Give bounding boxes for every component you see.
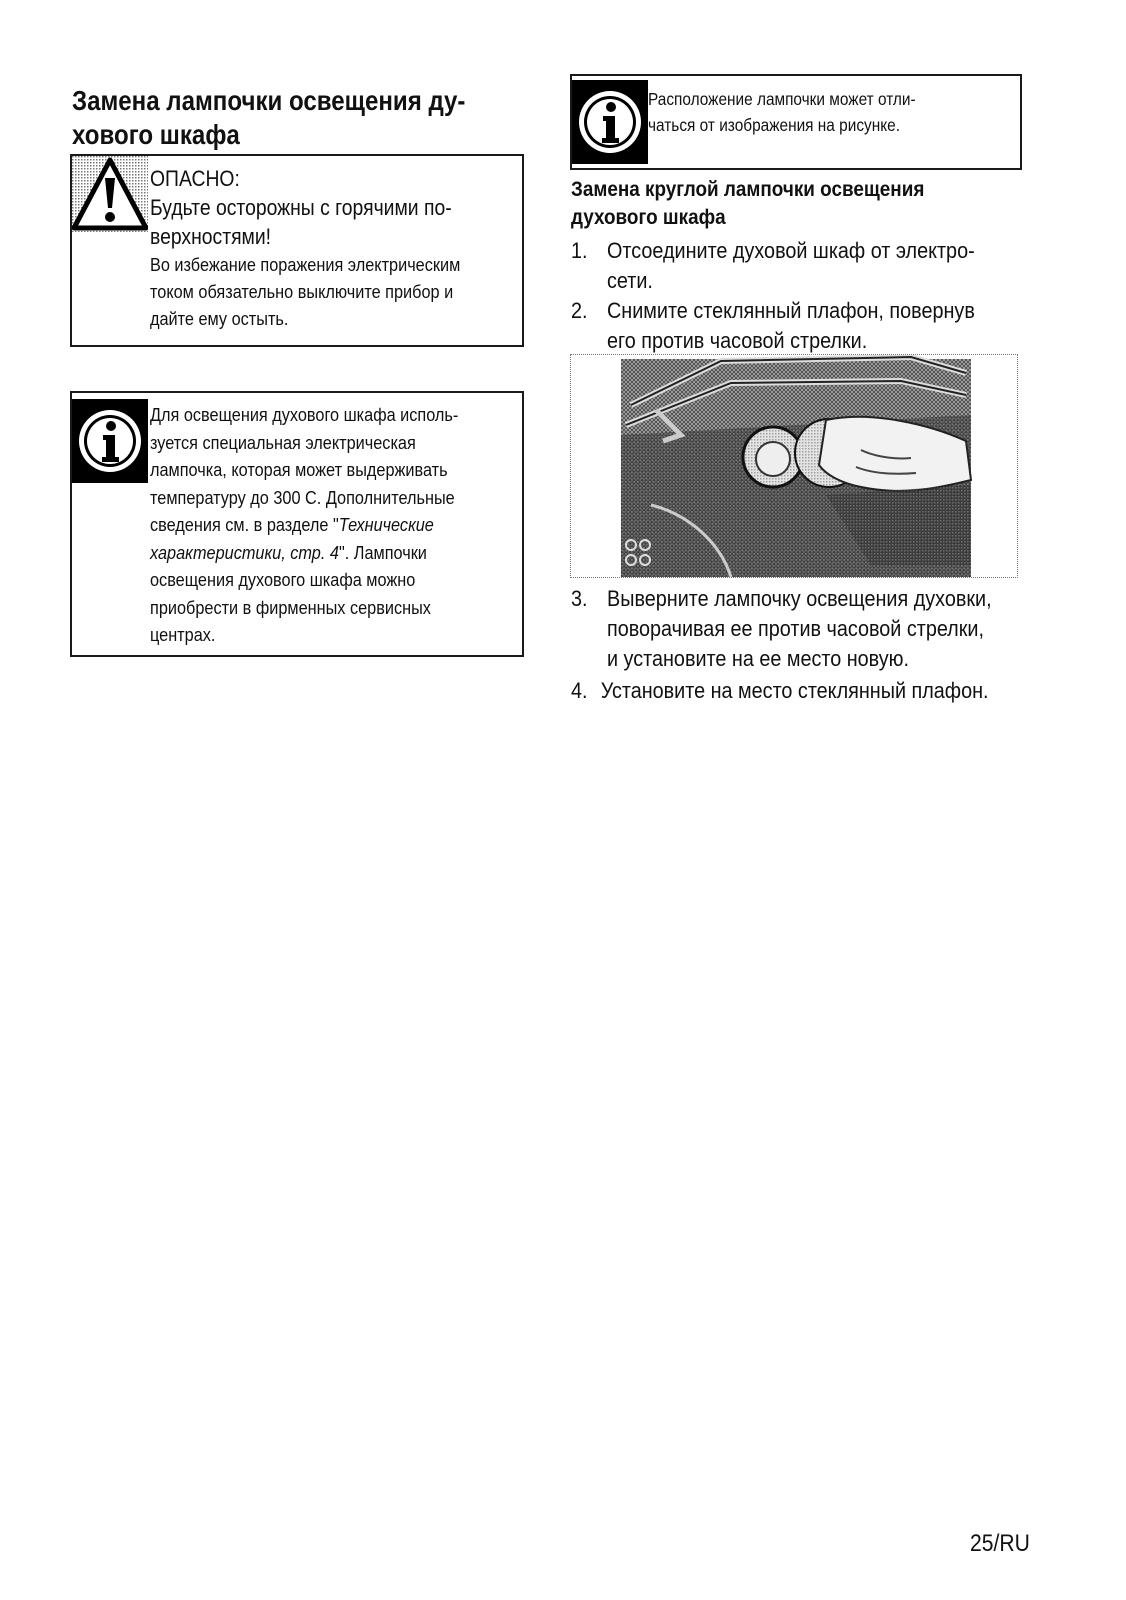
info-bulb-line2: зуется специальная электрическая	[150, 431, 416, 453]
step-text: Отсоедините духовой шкаф от электро-	[607, 238, 975, 263]
info-bulb-link-part2[interactable]: характеристики, стр. 4	[150, 541, 339, 563]
info-bulb-line9: центрах.	[150, 624, 216, 645]
danger-warning-box	[70, 154, 524, 347]
step-number: 1.	[571, 238, 588, 263]
step-number: 4.	[571, 678, 588, 703]
page-number: 25/RU	[970, 1530, 1030, 1557]
step-text: сети.	[607, 268, 653, 293]
step-text: поворачивая ее против часовой стрелки,	[607, 616, 984, 641]
step-number: 2.	[571, 298, 588, 323]
step-4	[571, 676, 989, 706]
danger-detail1: Во избежание поражения электрическим	[150, 254, 461, 275]
step-text: и установите на ее место новую.	[607, 646, 910, 671]
info-bulb-line3: лампочка, которая может выдерживать	[150, 459, 448, 480]
info-location-line2: чаться от изображения на рисунке.	[648, 115, 900, 135]
info-note-location	[570, 74, 1022, 170]
info-bulb-line8: приобрести в фирменных сервисных	[150, 596, 431, 618]
info-bulb-line5-prefix: сведения см. в разделе "	[150, 514, 339, 535]
info-location-line1: Расположение лампочки может отли-	[648, 89, 916, 109]
info-bulb-line6-suffix: ". Лампочки	[338, 541, 427, 563]
step-text: Выверните лампочку освещения духовки,	[607, 586, 992, 611]
page-title-line1: Замена лампочки освещения ду-	[72, 85, 466, 116]
steps-list	[571, 236, 975, 356]
danger-line2: верхностями!	[150, 224, 272, 249]
page-title	[72, 84, 468, 152]
step-text: его против часовой стрелки.	[607, 328, 868, 353]
warning-triangle-icon	[72, 156, 148, 232]
info-icon	[72, 399, 148, 483]
info-bulb-line6	[150, 539, 458, 567]
info-bulb-line7: освещения духового шкафа можно	[150, 569, 416, 590]
danger-detail2: током обязательно выключите прибор и	[150, 281, 454, 302]
step-text: Установите на место стеклянный плафон.	[600, 678, 989, 703]
steps-list-continued	[571, 584, 992, 674]
info-note-bulb	[70, 391, 524, 657]
info-icon	[572, 80, 648, 164]
info-bulb-line1: Для освещения духового шкафа исполь-	[150, 404, 459, 425]
step-number: 3.	[571, 586, 588, 611]
oven-lamp-illustration	[570, 354, 1018, 578]
section-heading-round-bulb	[571, 176, 924, 232]
step-2	[571, 296, 975, 356]
page-title-line2: хового шкафа	[72, 119, 240, 150]
step-1	[571, 236, 975, 296]
info-bulb-line4: температуру до 300 С. Дополнительные	[150, 486, 455, 508]
danger-detail3: дайте ему остыть.	[150, 308, 289, 329]
info-bulb-line5	[150, 511, 458, 539]
danger-line1: Будьте осторожны с горячими по-	[150, 195, 452, 220]
step-text: Снимите стеклянный плафон, повернув	[607, 298, 975, 323]
section-heading-line1: Замена круглой лампочки освещения	[571, 178, 925, 201]
info-bulb-link-part1[interactable]: Технические	[338, 514, 434, 535]
step-3	[571, 584, 992, 674]
danger-heading: ОПАСНО:	[150, 166, 240, 191]
steps-list-final	[571, 676, 989, 706]
section-heading-line2: духового шкафа	[571, 206, 726, 229]
